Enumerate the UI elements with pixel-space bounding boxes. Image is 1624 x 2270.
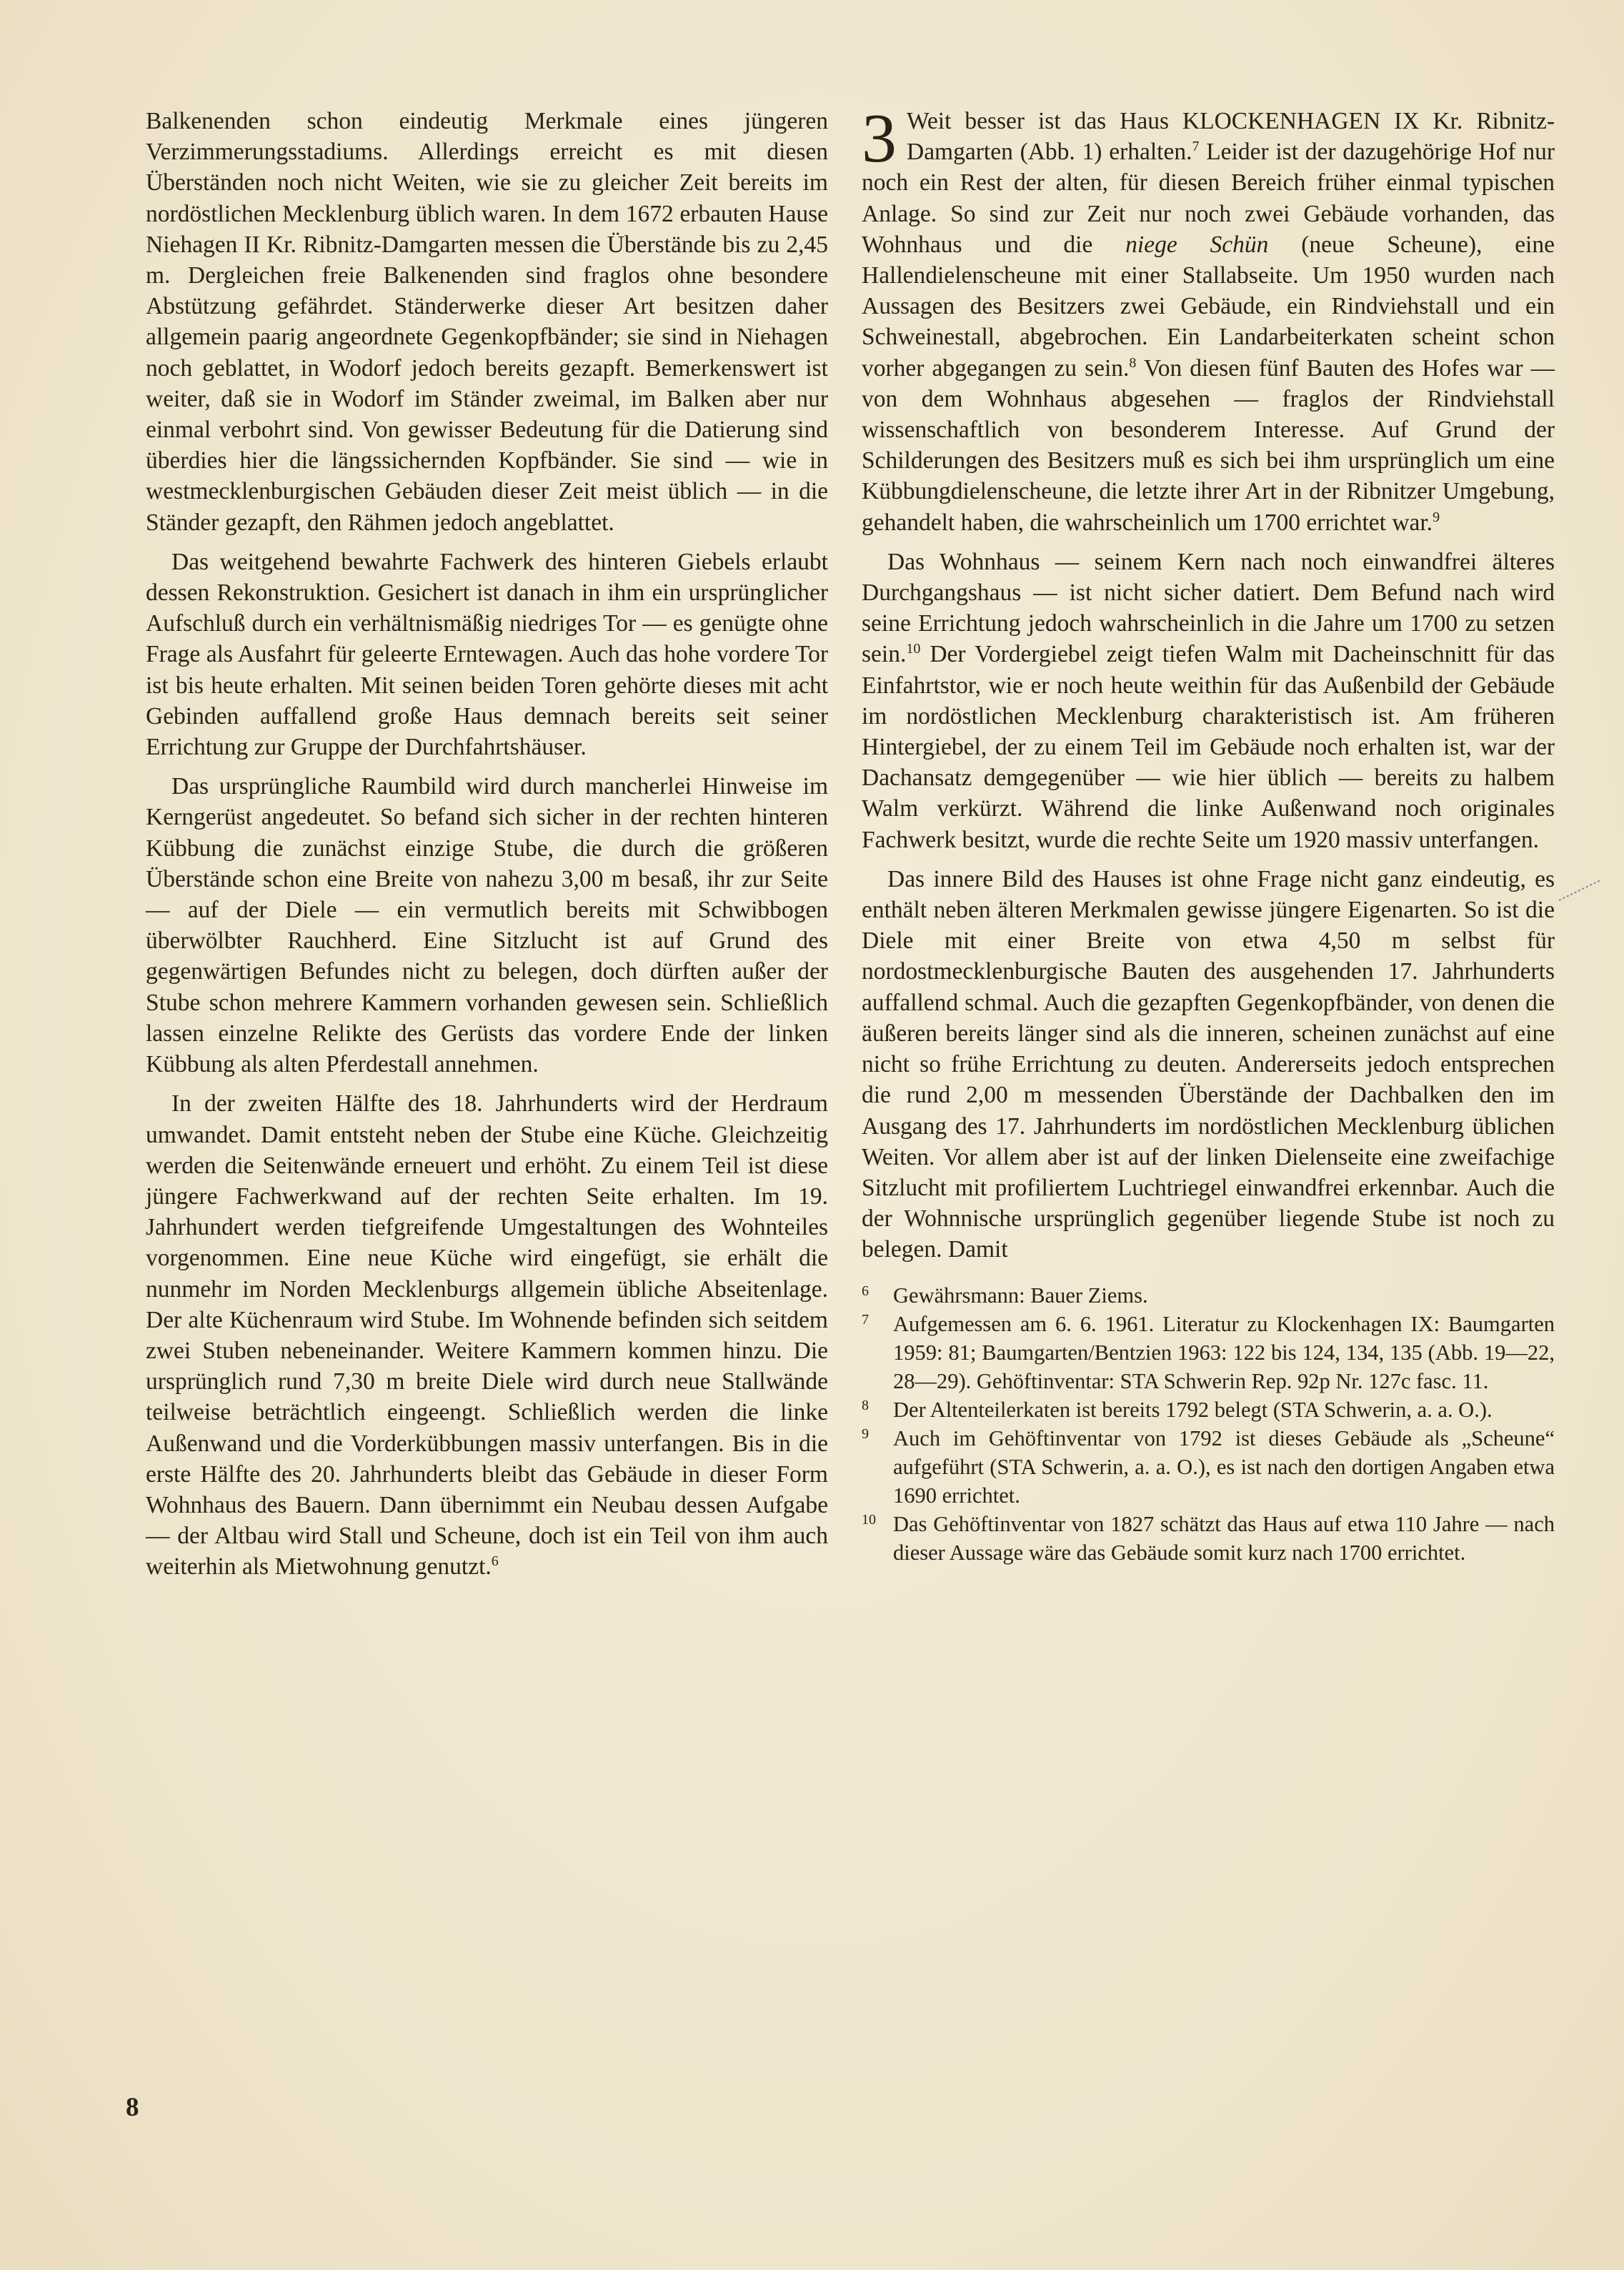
footnote-text: Aufgemessen am 6. 6. 1961. Literatur zu Klockenhagen IX: Baumgarten 1959: 81; Baumgarten/Bentzien 1963: 122 bis 124, 134, 135 (Abb. 19—22, 28—29). Gehöftinventar: STA Schwerin Rep. 92p Nr. 127c fasc. 11. bbox=[893, 1311, 1555, 1393]
dialect-term: niege Schün bbox=[1125, 231, 1269, 258]
footnote-ref-9: 9 bbox=[1433, 509, 1440, 525]
right-p1-part-a: Weit besser ist das Haus KLOCKENHAGEN IX Kr. Ribnitz-Damgarten (Abb. 1) erhalten. bbox=[907, 108, 1555, 166]
left-paragraph-1: Balkenenden schon eindeutig Merkmale eines jüngeren Verzimmerungsstadiums. Allerdings erreicht es mit diesen Überständen noch nicht Weiten, wie sie zu gleicher Zeit bereits im nordöstlichen Mecklenburg üblich waren. In dem 1672 erbauten Hause Niehagen II Kr. Ribnitz-Damgarten messen die Überstände bis zu 2,45 m. Dergleichen freie Balkenenden sind fraglos ohne besondere Abstützung gefährdet. Ständerwerke dieser Art besitzen daher allgemein paarig angeordnete Gegenkopfbänder; sie sind in Niehagen noch geblattet, in Wodorf jedoch bereits gezapft. Bemerkenswert ist weiter, daß sie in Wodorf im Ständer zweimal, im Balken aber nur einmal verbohrt sind. Von gewisser Bedeutung für die Datierung sind überdies hier die längssichernden Kopfbänder. Sie sind — wie in westmecklenburgischen Gebäuden dieser Zeit meist üblich — in die Ständer gezapft, den Rähmen jedoch angeblattet. bbox=[146, 108, 828, 536]
pencil-mark bbox=[1556, 876, 1606, 905]
footnote-ref-8: 8 bbox=[1129, 354, 1137, 371]
footnote-9 bbox=[862, 1424, 1555, 1510]
right-p1-part-d: Von diesen fünf Bauten des Hofes war — von dem Wohnhaus abgesehen — fraglos der Rindviehstall wissenschaftlich von besonderem Interesse. Auf Grund der Schilderungen des Besitzers muß es sich bei ihm ursprünglich um eine Kübbungdielenscheune, die letzte ihrer Art in der Ribnitzer Umgebung, gehandelt haben, die wahrscheinlich um 1700 errichtet war. bbox=[862, 354, 1555, 536]
left-column bbox=[146, 106, 828, 1583]
page-number: 8 bbox=[126, 2093, 139, 2122]
footnote-text: Das Gehöftinventar von 1827 schätzt das Haus auf etwa 110 Jahre — nach dieser Aussage wäre das Gebäude somit kurz nach 1700 errichtet. bbox=[893, 1511, 1555, 1565]
left-paragraph-4-text: In der zweiten Hälfte des 18. Jahrhunderts wird der Herdraum umwandet. Damit entsteht neben der Stube eine Küche. Gleichzeitig werden die Seitenwände erneuert und erhöht. Zu einem Teil ist diese jüngere Fachwerkwand auf der rechten Seite erhalten. Im 19. Jahrhundert werden tiefgreifende Umgestaltungen des Wohnteiles vorgenommen. Eine neue Küche wird eingefügt, sie erhält die nunmehr im Norden Mecklenburgs allgemein übliche Abseitenlage. Der alte Küchenraum wird Stube. Im Wohnende befinden sich seitdem zwei Stuben nebeneinander. Weitere Kammern kommen hinzu. Die ursprünglich rund 7,30 m breite Diele wird durch neue Stallwände teilweise beträchtlich eingeengt. Schließlich werden die linke Außenwand und die Vorderkübbungen massiv unterfangen. Bis in die erste Hälfte des 20. Jahrhunderts bleibt das Gebäude in dieser Form Wohnhaus des Bauern. Dann übernimmt ein Neubau dessen Aufgabe — der Altbau wird Stall und Scheune, doch ist ein Teil von ihm auch weiterhin als Mietwohnung genutzt. bbox=[146, 1090, 828, 1580]
left-paragraph-3: Das ursprüngliche Raumbild wird durch mancherlei Hinweise im Kerngerüst angedeutet. So befand sich sicher in der rechten hinteren Kübbung die zunächst einzige Stube, die durch die größeren Überstände schon eine Breite von nahezu 3,00 m besaß, ihr zur Seite — auf der Diele — ein vermutlich bereits mit Schwibbogen überwölbter Rauchherd. Eine Sitzlucht ist auf Grund des gegenwärtigen Befundes nicht zu belegen, doch dürften außer der Stube schon mehrere Kammern vorhanden gewesen sein. Schließlich lassen einzelne Relikte des Gerüsts das vordere Ende der linken Kübbung als alten Pferdestall annehmen. bbox=[146, 773, 828, 1078]
footnotes bbox=[862, 1281, 1555, 1567]
left-paragraph-2: Das weitgehend bewahrte Fachwerk des hinteren Giebels erlaubt dessen Rekonstruktion. Gesichert ist danach in ihm ein ursprünglicher Aufschluß durch ein verhältnismäßig niedriges Tor — es genügte ohne Frage als Ausfahrt für geleerte Erntewagen. Auch das hohe vordere Tor ist bis heute erhalten. Mit seinen beiden Toren gehörte dieses mit acht Gebinden auffallend große Haus demnach bereits seit seiner Errichtung zur Gruppe der Durchfahrtshäuser. bbox=[146, 548, 828, 761]
right-p2-part-a: Das Wohnhaus — seinem Kern nach noch einwandfrei älteres Durchgangshaus — ist nicht sicher datiert. Dem Befund nach wird seine Errichtung jedoch wahrscheinlich in die Jahre um 1700 zu setzen sein. bbox=[862, 548, 1555, 668]
right-paragraph-1 bbox=[862, 100, 1555, 538]
footnote-text: Auch im Gehöftinventar von 1792 ist dieses Gebäude als „Scheune“ aufgeführt (STA Schwerin, a. a. O.), es ist nach den dortigen Angaben etwa 1690 errichtet. bbox=[893, 1425, 1555, 1508]
footnote-mark: 8 bbox=[862, 1397, 869, 1413]
right-column bbox=[862, 100, 1555, 1567]
right-p2-part-b: Der Vordergiebel zeigt tiefen Walm mit Dacheinschnitt für das Einfahrtstor, wie er noch heute weithin für das Außenbild der Gebäude im nordöstlichen Mecklenburg charakteristisch ist. Am früheren Hintergiebel, der zu einem Teil im Gebäude noch erhalten ist, war der Dachansatz demgegenüber — wie hier üblich — bereits zu halbem Walm verkürzt. Während die linke Außenwand noch originales Fachwerk besitzt, wurde die rechte Seite um 1920 massiv unterfangen. bbox=[862, 641, 1555, 853]
footnote-mark: 9 bbox=[862, 1425, 869, 1442]
footnote-mark: 6 bbox=[862, 1283, 869, 1299]
left-paragraph-4 bbox=[146, 1088, 828, 1582]
footnote-6 bbox=[862, 1281, 1555, 1310]
footnote-mark: 10 bbox=[862, 1511, 876, 1528]
footnote-mark: 7 bbox=[862, 1311, 869, 1328]
right-p1-part-c: (neue Scheune), eine Hallendielenscheune mit einer Stallabseite. Um 1950 wurden nach Aussagen des Besitzers zwei Gebäude, ein Rindviehstall und ein Schweinestall, abgebrochen. Ein Landarbeiterkaten scheint schon vorher abgegangen zu sein. bbox=[862, 231, 1555, 382]
footnote-7 bbox=[862, 1310, 1555, 1395]
footnote-ref-10: 10 bbox=[906, 641, 921, 657]
footnote-text: Der Altenteilerkaten ist bereits 1792 belegt (STA Schwerin, a. a. O.). bbox=[893, 1397, 1493, 1422]
footnote-ref-7: 7 bbox=[1192, 139, 1200, 155]
footnote-10 bbox=[862, 1510, 1555, 1567]
footnote-8 bbox=[862, 1395, 1555, 1424]
right-paragraph-2 bbox=[862, 547, 1555, 855]
section-number: 3 bbox=[862, 100, 897, 177]
right-paragraph-3: Das innere Bild des Hauses ist ohne Frage nicht ganz eindeutig, es enthält neben älteren Merkmalen gewisse jüngere Eigenarten. So ist die Diele mit einer Breite von etwa 4,50 m selbst für nordostmecklenburgische Bauten des ausgehenden 17. Jahrhunderts auffallend schmal. Auch die gezapften Gegenkopfbänder, von denen die äußeren bereits länger sind als die inneren, scheinen zunächst auf eine nicht so frühe Errichtung zu deuten. Andererseits jedoch entsprechen die rund 2,00 m messenden Überstände der Dachbalken den im Ausgang des 17. Jahrhunderts im nordöstlichen Mecklenburg üblichen Weiten. Vor allem aber ist auf der linken Dielenseite eine zweifachige Sitzlucht mit profiliertem Luchtriegel einwandfrei erkennbar. Auch die der Wohnnische ursprünglich gegenüber liegende Stube ist noch zu belegen. Damit bbox=[862, 865, 1555, 1263]
footnote-text: Gewährsmann: Bauer Ziems. bbox=[893, 1283, 1148, 1308]
right-p1-part-b: Leider ist der dazugehörige Hof nur noch ein Rest der alten, für diesen Bereich früher einmal typischen Anlage. So sind zur Zeit nur noch zwei Gebäude vorhanden, das Wohnhaus und die bbox=[862, 139, 1555, 258]
footnote-ref-6: 6 bbox=[491, 1553, 499, 1570]
